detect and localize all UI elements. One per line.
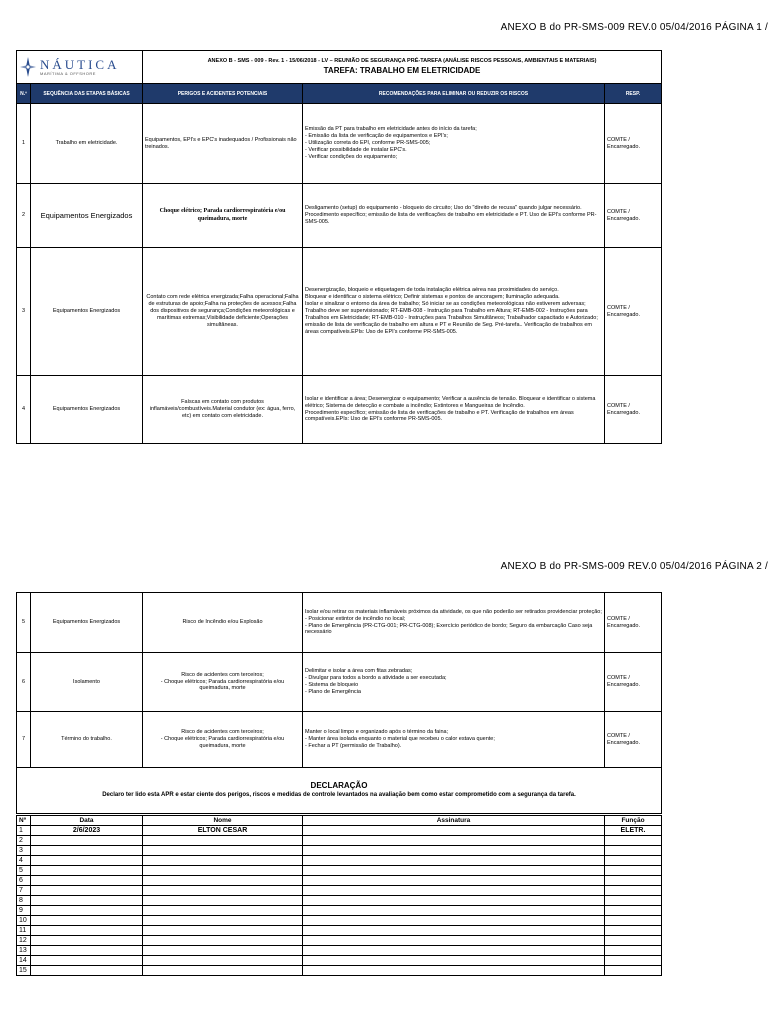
sig-role: ELETR. (605, 826, 662, 836)
sig-role (605, 856, 662, 866)
sig-role (605, 916, 662, 926)
risk-analysis-table-page-1 (16, 50, 662, 444)
sig-signature-field[interactable] (303, 846, 605, 856)
sig-date (31, 886, 143, 896)
sig-signature-field[interactable] (303, 946, 605, 956)
signature-row (17, 876, 662, 886)
row-hazards: Risco de acidentes com terceiros; - Choque elétricos; Parada cardiorrespiratória e/ou queimadura, morte (143, 653, 303, 712)
row-recommendations: Isolar e/ou retirar os materiais inflamáveis próximos da atividade, os que não poderão ser retirados providenciar proteção; - Posicionar extintor de incêndio no local; - Plano de Emergência (PR-CTG-001; PR-CTG-008); Exercício periódico de bordo; Seguro da embarcação Caso seja necessário (303, 593, 605, 653)
row-num: 3 (17, 248, 31, 376)
sig-date (31, 906, 143, 916)
signature-row (17, 906, 662, 916)
sig-col-num: Nº (17, 816, 31, 826)
table-row (17, 184, 662, 248)
sig-name (143, 936, 303, 946)
sig-date (31, 936, 143, 946)
sig-signature-field[interactable] (303, 856, 605, 866)
sig-signature-field[interactable] (303, 866, 605, 876)
sig-name (143, 896, 303, 906)
sig-name (143, 886, 303, 896)
sig-name (143, 916, 303, 926)
sig-date: 2/6/2023 (31, 826, 143, 836)
sig-date (31, 916, 143, 926)
sig-num: 3 (17, 846, 31, 856)
sig-signature-field[interactable] (303, 826, 605, 836)
row-step: Equipamentos Energizados (31, 376, 143, 444)
row-num: 6 (17, 653, 31, 712)
sig-num: 2 (17, 836, 31, 846)
row-hazards: Faíscas em contato com produtos inflamáveis/combustíveis.Material condutor (ex: água, ferro, etc) em contato com eletricidade. (143, 376, 303, 444)
declaration-title: DECLARAÇÃO (310, 781, 368, 791)
sig-name (143, 846, 303, 856)
sig-num: 7 (17, 886, 31, 896)
row-step: Término do trabalho. (31, 712, 143, 768)
sig-signature-field[interactable] (303, 906, 605, 916)
sig-name (143, 906, 303, 916)
sig-date (31, 856, 143, 866)
sig-col-name: Nome (143, 816, 303, 826)
row-resp: COMTE / Encarregado. (605, 376, 662, 444)
sig-num: 9 (17, 906, 31, 916)
row-resp: COMTE / Encarregado. (605, 104, 662, 184)
row-recommendations: Emissão da PT para trabalho em eletricidade antes do início da tarefa; - Emissão da lista de verificação de equipamentos e EPI's; - Utilização correta do EPI, conforme PR-SMS-005; - Verificar possibilidade de instalar EPC's. - Verificar condições do equipamento; (303, 104, 605, 184)
sig-role (605, 836, 662, 846)
signature-row (17, 956, 662, 966)
sig-name: ELTON CESAR (143, 826, 303, 836)
table-row (17, 653, 662, 712)
sig-date (31, 926, 143, 936)
row-num: 5 (17, 593, 31, 653)
col-header-step: SEQUÊNCIA DAS ETAPAS BÁSICAS (31, 84, 143, 104)
signature-row (17, 846, 662, 856)
row-hazards: Risco de Incêndio e/ou Explosão (143, 593, 303, 653)
company-logo (17, 51, 143, 84)
sig-signature-field[interactable] (303, 916, 605, 926)
sig-name (143, 946, 303, 956)
row-resp: COMTE / Encarregado. (605, 593, 662, 653)
signature-rows (17, 826, 662, 976)
declaration-text: Declaro ter lido esta APR e estar ciente dos perigos, riscos e medidas de controle levantados na avaliação bem como estar comprometido com a segurança da tarefa. (102, 792, 576, 799)
sig-signature-field[interactable] (303, 956, 605, 966)
signature-row (17, 856, 662, 866)
sig-num: 6 (17, 876, 31, 886)
signature-row (17, 946, 662, 956)
row-step: Equipamentos Energizados (31, 593, 143, 653)
form-title-cell (143, 51, 662, 84)
sig-role (605, 926, 662, 936)
sig-date (31, 896, 143, 906)
signature-row (17, 896, 662, 906)
row-step: Isolamento (31, 653, 143, 712)
sig-name (143, 856, 303, 866)
sig-role (605, 886, 662, 896)
row-hazards: Equipamentos, EPI's e EPC's inadequados / Profissionais não treinados. (143, 104, 303, 184)
sig-date (31, 946, 143, 956)
sig-num: 10 (17, 916, 31, 926)
sig-num: 4 (17, 856, 31, 866)
row-hazards: Contato com rede elétrica energizada;Falha operacional;Falha de estruturas de apoio;Falha na proteções de acessos;Falha dos dispositivos de segurança;Condições meteorológicas e marítimas extremas;Visibilidade deficiente;Operações simultâneas. (143, 248, 303, 376)
row-num: 4 (17, 376, 31, 444)
sig-name (143, 866, 303, 876)
sig-date (31, 956, 143, 966)
risk-analysis-table-page-2 (16, 592, 662, 814)
sig-name (143, 966, 303, 976)
row-num: 7 (17, 712, 31, 768)
signature-row (17, 926, 662, 936)
sig-signature-field[interactable] (303, 836, 605, 846)
signature-table (16, 815, 662, 976)
signature-row (17, 866, 662, 876)
sig-role (605, 956, 662, 966)
sig-signature-field[interactable] (303, 876, 605, 886)
sig-role (605, 896, 662, 906)
col-header-num: N.º (17, 84, 31, 104)
declaration-block (17, 768, 662, 814)
sig-date (31, 846, 143, 856)
signature-row (17, 936, 662, 946)
sig-role (605, 866, 662, 876)
row-hazards: Risco de acidentes com terceiros; - Choque elétricos; Parada cardiorrespiratória e/ou queimadura, morte (143, 712, 303, 768)
sig-date (31, 836, 143, 846)
task-title: TAREFA: TRABALHO EM ELETRICIDADE (323, 66, 481, 76)
sig-name (143, 876, 303, 886)
row-resp: COMTE / Encarregado. (605, 248, 662, 376)
compass-logo-icon (19, 56, 37, 78)
row-hazards: Choque elétrico; Parada cardiorrespiratória e/ou queimadura, morte (143, 184, 303, 248)
form-title: ANEXO B - SMS - 009 - Rev. 1 - 15/06/2018 - LV – REUNIÃO DE SEGURANÇA PRÉ-TAREFA (ANÁLISE RISCOS PESSOAIS, AMBIENTAIS E MATERIAIS) (207, 57, 597, 64)
row-step: Equipamentos Energizados (31, 248, 143, 376)
table-row (17, 593, 662, 653)
sig-role (605, 846, 662, 856)
sig-signature-field[interactable] (303, 886, 605, 896)
row-step: Equipamentos Energizados (31, 184, 143, 248)
sig-role (605, 936, 662, 946)
table-row (17, 248, 662, 376)
row-recommendations: Desenergização, bloqueio e etiquetagem de toda instalação elétrica aérea nas proximidades do serviço. Bloquear e identificar o sistema elétrico; Definir sistemas e pontos de ancoragem; Iluminação adequada. Isolar e sinalizar o entorno da área de trabalho; Só iniciar se as condições meteorológicas não estiverem adversas; Trabalho deve ser supervisionado; RT-EMB-008 - Instrução para Trabalho em Altura; RT-EMB-002 - Instruções para Trabalhos em Eletricidade; RT-EMB-010 - Instruções para Trabalhos Simultâneos; Trabalhador capacitado e Autorizado; emissão de lista de verificação de trabalho em altura e PT e Reunião de Seg. Pré-tarefa.. Verificação de trabalhos em áreas compatíveis.EPIs: Uso de EPI's conforme PR-SMS-005. (303, 248, 605, 376)
sig-col-date: Data (31, 816, 143, 826)
sig-date (31, 876, 143, 886)
row-resp: COMTE / Encarregado. (605, 184, 662, 248)
sig-signature-field[interactable] (303, 896, 605, 906)
row-recommendations: Desligamento (setup) do equipamento - bloqueio do circuito; Uso do "direito de recusa" quando julgar necessário. Procedimento específico; emissão de lista de verificações de trabalho em eletricidade e PT. Uso de EPI's conforme PR-SMS-005. (303, 184, 605, 248)
sig-signature-field[interactable] (303, 966, 605, 976)
col-header-hazards: PERIGOS E ACIDENTES POTENCIAIS (143, 84, 303, 104)
signature-row (17, 916, 662, 926)
sig-role (605, 906, 662, 916)
sig-role (605, 966, 662, 976)
col-header-recommendations: RECOMENDAÇÕES PARA ELIMINAR OU REDUZIR OS RISCOS (303, 84, 605, 104)
sig-num: 8 (17, 896, 31, 906)
table-row (17, 712, 662, 768)
sig-num: 12 (17, 936, 31, 946)
sig-date (31, 866, 143, 876)
col-header-resp: RESP. (605, 84, 662, 104)
sig-signature-field[interactable] (303, 926, 605, 936)
row-resp: COMTE / Encarregado. (605, 653, 662, 712)
sig-role (605, 946, 662, 956)
sig-signature-field[interactable] (303, 936, 605, 946)
sig-name (143, 836, 303, 846)
row-num: 2 (17, 184, 31, 248)
sig-col-signature: Assinatura (303, 816, 605, 826)
signature-row (17, 836, 662, 846)
signature-row (17, 966, 662, 976)
row-num: 1 (17, 104, 31, 184)
sig-num: 1 (17, 826, 31, 836)
sig-num: 5 (17, 866, 31, 876)
table-row (17, 104, 662, 184)
row-resp: COMTE / Encarregado. (605, 712, 662, 768)
table-row (17, 376, 662, 444)
sig-col-role: Função (605, 816, 662, 826)
page-2-header: ANEXO B do PR-SMS-009 REV.0 05/04/2016 PÁGINA 2 / (500, 561, 768, 572)
sig-name (143, 926, 303, 936)
sig-name (143, 956, 303, 966)
sig-num: 11 (17, 926, 31, 936)
sig-num: 13 (17, 946, 31, 956)
row-recommendations: Isolar e identificar a área; Desenergizar o equipamento; Verificar a ausência de tensão. Bloquear e identificar o sistema elétrico; Sistema de detecção e combate a incêndio; Extintores e Mangueiras de Incêndio. Procedimento específico; emissão de lista de verificações de trabalho e PT. Verificação de trabalhos em áreas compatíveis.EPIs: Uso de EPI's conforme PR-SMS-005. (303, 376, 605, 444)
row-step: Trabalho em eletricidade. (31, 104, 143, 184)
row-recommendations: Manter o local limpo e organizado após o término da faina; - Manter área isolada enquanto o material que recebeu o calor estava quente; - Fechar a PT (permissão de Trabalho). (303, 712, 605, 768)
sig-date (31, 966, 143, 976)
logo-subtitle: MARÍTIMA & OFFSHORE (40, 71, 96, 76)
page-1-header: ANEXO B do PR-SMS-009 REV.0 05/04/2016 PÁGINA 1 / (500, 22, 768, 33)
sig-num: 14 (17, 956, 31, 966)
sig-num: 15 (17, 966, 31, 976)
signature-row (17, 826, 662, 836)
signature-row (17, 886, 662, 896)
row-recommendations: Delimitar e isolar a área com fitas zebradas; - Divulgar para todos a bordo a atividade a ser executada; - Sistema de bloqueio - Plano de Emergência (303, 653, 605, 712)
sig-role (605, 876, 662, 886)
logo-brand: NÁUTICA (40, 57, 120, 72)
